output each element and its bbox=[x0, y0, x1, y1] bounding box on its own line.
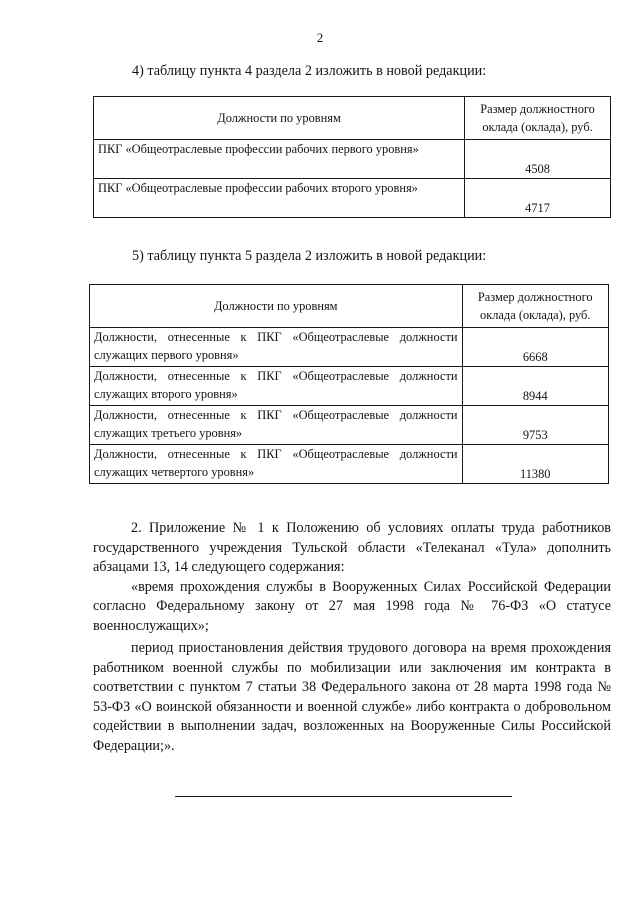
salary-table-section-5 bbox=[89, 284, 609, 484]
salary-cell: 9753 bbox=[462, 406, 609, 445]
header-salary: Размер должностного оклада (оклада), руб. bbox=[462, 285, 609, 328]
position-cell: Должности, отнесенные к ПКГ «Общеотраслевые должности служащих первого уровня» bbox=[90, 328, 463, 367]
table-header-row bbox=[94, 97, 611, 140]
salary-cell: 8944 bbox=[462, 367, 609, 406]
position-cell: ПКГ «Общеотраслевые профессии рабочих первого уровня» bbox=[94, 140, 465, 179]
paragraph-suspension-period: период приостановления действия трудового договора на время прохождения работником военной службы по мобилизации или заключения им контракта в соответствии с пунктом 7 статьи 38 Федерального закона от 28 марта 1998 года № 53-ФЗ «О воинской обязанности и военной службе» либо контракта о добровольном содействии в выполнении задач, возложенных на Вооруженные Силы Российской Федерации;». bbox=[93, 640, 611, 754]
table-row bbox=[90, 445, 609, 484]
section-5-intro: 5) таблицу пункта 5 раздела 2 изложить в новой редакции: bbox=[132, 248, 487, 264]
salary-cell: 4508 bbox=[465, 140, 611, 179]
position-cell: Должности, отнесенные к ПКГ «Общеотраслевые должности служащих второго уровня» bbox=[90, 367, 463, 406]
page-number: 2 bbox=[316, 30, 324, 45]
header-positions: Должности по уровням bbox=[90, 285, 463, 328]
salary-table-section-4 bbox=[93, 96, 611, 218]
table-row bbox=[90, 406, 609, 445]
position-cell: Должности, отнесенные к ПКГ «Общеотраслевые должности служащих четвертого уровня» bbox=[90, 445, 463, 484]
table-header-row bbox=[90, 285, 609, 328]
position-cell: Должности, отнесенные к ПКГ «Общеотраслевые должности служащих третьего уровня» bbox=[90, 406, 463, 445]
paragraph-quote-service: «время прохождения службы в Вооруженных Силах Российской Федерации согласно Федеральному закону от 27 мая 1998 года № 76-ФЗ «О статусе военнослужащих»; bbox=[93, 578, 611, 634]
table-row bbox=[90, 367, 609, 406]
salary-cell: 4717 bbox=[465, 179, 611, 218]
header-salary: Размер должностного оклада (оклада), руб. bbox=[465, 97, 611, 140]
table-row bbox=[90, 328, 609, 367]
section-4-intro: 4) таблицу пункта 4 раздела 2 изложить в новой редакции: bbox=[132, 63, 487, 79]
table-row bbox=[94, 179, 611, 218]
position-cell: ПКГ «Общеотраслевые профессии рабочих второго уровня» bbox=[94, 179, 465, 218]
amendment-text bbox=[93, 519, 611, 756]
salary-cell: 11380 bbox=[462, 445, 609, 484]
header-positions: Должности по уровням bbox=[94, 97, 465, 140]
salary-cell: 6668 bbox=[462, 328, 609, 367]
paragraph-item-2: 2. Приложение № 1 к Положению об условиях оплаты труда работников государственного учреждения Тульской области «Телеканал «Тула» дополнить абзацами 13, 14 следующего содержания: bbox=[93, 520, 611, 575]
closing-divider bbox=[175, 796, 512, 797]
table-row bbox=[94, 140, 611, 179]
